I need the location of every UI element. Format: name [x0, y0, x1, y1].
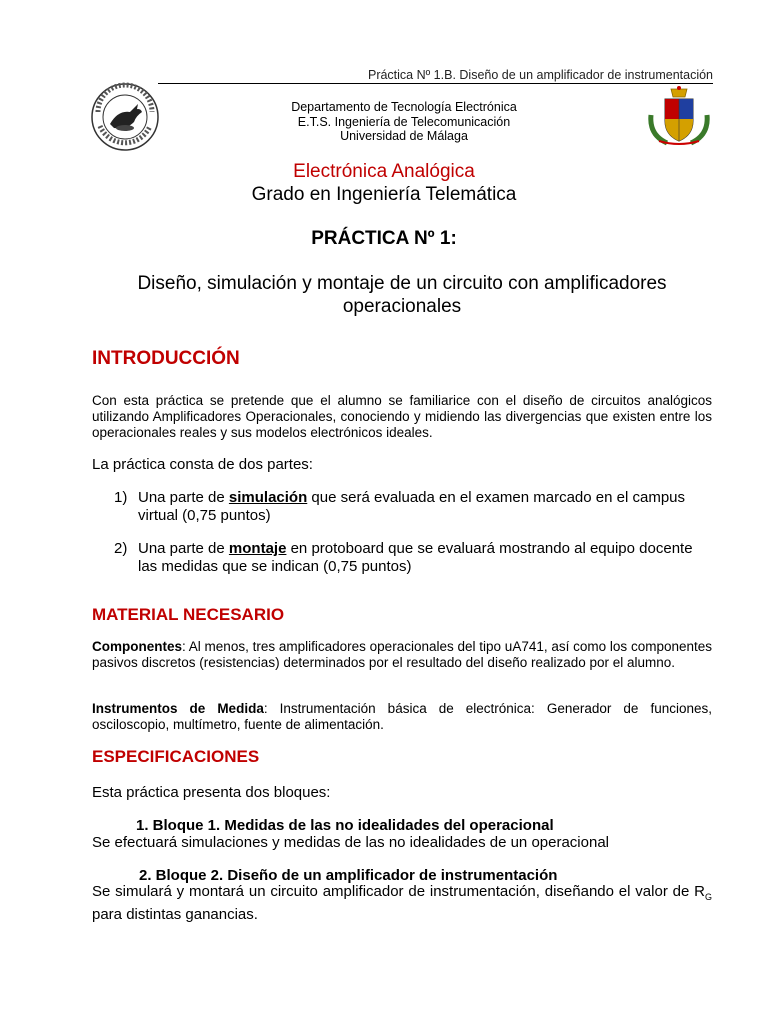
block2-text-pre: Se simulará y montará un circuito amplificador de instrumentación, diseñando el valor de R: [92, 883, 705, 900]
university-seal-icon: [90, 82, 160, 152]
simulation-keyword: simulación: [228, 489, 308, 506]
instruments-paragraph: [92, 701, 712, 733]
course-block: [100, 160, 668, 206]
list-number: 1): [114, 489, 128, 506]
intro-heading: INTRODUCCIÓN: [92, 348, 240, 369]
list-item: [114, 540, 712, 576]
components-paragraph: [92, 639, 712, 671]
coat-of-arms-icon: [645, 85, 713, 147]
spec-intro: Esta práctica presenta dos bloques:: [92, 784, 331, 801]
components-text: : Al menos, tres amplificadores operacionales del tipo uA741, así como los componentes pasivos discretos (resistencias) determinados por el resultado del diseño realizado por el alumno.: [92, 639, 712, 670]
list-text-post: en protoboard que se evaluará mostrando al equipo docente las medidas que se indican (0,75 puntos): [138, 540, 693, 575]
block1-title: 1. Bloque 1. Medidas de las no idealidades del operacional: [136, 817, 554, 834]
instruments-text: : Instrumentación básica de electrónica: Generador de funciones, osciloscopio, multímetro, fuente de alimentación.: [92, 701, 712, 732]
intro-paragraph: Con esta práctica se pretende que el alumno se familiarice con el diseño de circuitos analógicos utilizando Amplificadores Operacionales, conociendo y midiendo las divergencias que existen entre los operacionales reales y sus modelos electrónicos ideales.: [92, 393, 712, 440]
intro-parts-line: La práctica consta de dos partes:: [92, 456, 313, 473]
university-name: Universidad de Málaga: [340, 129, 468, 143]
rg-subscript: G: [704, 892, 712, 902]
list-item: [114, 489, 712, 525]
material-heading: MATERIAL NECESARIO: [92, 605, 285, 624]
components-label: Componentes: [92, 639, 183, 654]
block2-text-post: para distintas ganancias.: [92, 906, 258, 923]
block2-title: 2. Bloque 2. Diseño de un amplificador de instrumentación: [139, 867, 558, 884]
block1-text: Se efectuará simulaciones y medidas de las no idealidades de un operacional: [92, 834, 609, 851]
list-text: [138, 540, 712, 576]
practice-subtitle: Diseño, simulación y montaje de un circuito con amplificadores operacionales: [137, 273, 667, 317]
department-name: Departamento de Tecnología Electrónica: [291, 100, 517, 114]
instruments-label: Instrumentos de Medida: [92, 701, 264, 716]
list-text-pre: Una parte de: [138, 540, 229, 557]
subject-title: Electrónica Analógica: [293, 161, 475, 182]
list-text-pre: Una parte de: [138, 489, 229, 506]
practice-title: PRÁCTICA Nº 1:: [311, 228, 457, 249]
degree-title: Grado en Ingeniería Telemática: [251, 184, 517, 205]
list-number: 2): [114, 540, 128, 557]
department-block: [160, 100, 648, 144]
spec-heading: ESPECIFICACIONES: [92, 747, 260, 766]
school-name: E.T.S. Ingeniería de Telecomunicación: [297, 114, 511, 129]
list-text-post: que será evaluada en el examen marcado en el campus virtual (0,75 puntos): [138, 489, 685, 524]
block2-text: [92, 883, 712, 924]
list-text: [138, 489, 712, 525]
running-header: Práctica Nº 1.B. Diseño de un amplificador de instrumentación: [158, 68, 713, 84]
montaje-keyword: montaje: [228, 540, 287, 557]
